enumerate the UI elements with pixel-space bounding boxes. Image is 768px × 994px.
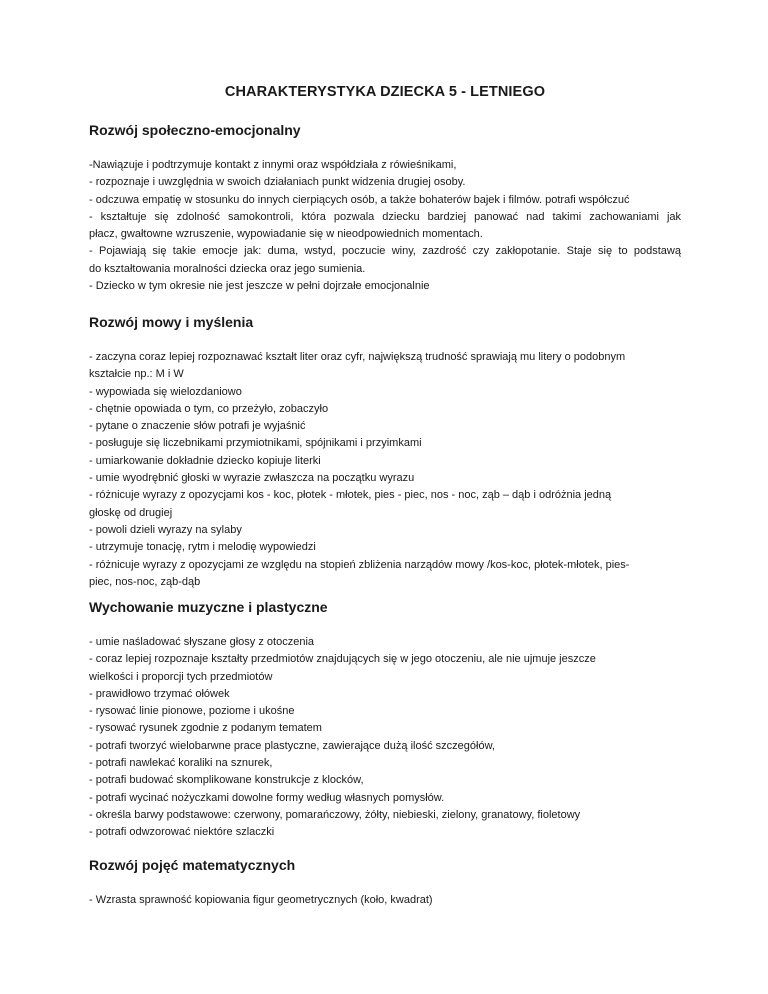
section-heading: Wychowanie muzyczne i plastyczne	[89, 599, 328, 615]
section-body	[89, 892, 681, 909]
page-title: CHARAKTERYSTYKA DZIECKA 5 - LETNIEGO	[224, 84, 546, 100]
section-speech-thinking	[89, 313, 681, 588]
text-line: - potrafi nawlekać koraliki na sznurek,	[89, 757, 273, 770]
text-line: - utrzymuje tonację, rytm i melodię wypowiedzi	[89, 541, 316, 554]
text-line: -Nawiązuje i podtrzymuje kontakt z innymi oraz współdziała z rówieśnikami,	[89, 159, 457, 171]
text-line: - potrafi odwzorować niektóre szlaczki	[89, 826, 275, 839]
text-line: - posługuje się liczebnikami przymiotnikami, spójnikami i przyimkami	[89, 437, 422, 450]
text-line: głoskę od drugiej	[89, 506, 173, 519]
text-line: płacz, gwałtowne wzruszenie, wypowiadanie się w nieodpowiednich momentach.	[89, 228, 483, 241]
text-line: - różnicuje wyrazy z opozycjami kos - koc, płotek - młotek, pies - piec, nos - noc, ząb – dąb i odróżnia jedną	[89, 489, 612, 502]
section-body	[89, 634, 681, 842]
text-line: do kształtowania moralności dziecka oraz jego sumienia.	[89, 262, 366, 275]
section-social-emotional	[89, 121, 681, 293]
text-line: - zaczyna coraz lepiej rozpoznawać kształt liter oraz cyfr, największą trudność sprawiają mu litery o podobnym	[89, 351, 626, 363]
text-line: - odczuwa empatię w stosunku do innych cierpiących osób, a także bohaterów bajek i filmów. potrafi współczuć	[89, 193, 630, 206]
section-heading: Rozwój mowy i myślenia	[89, 314, 254, 330]
text-line: - potrafi tworzyć wielobarwne prace plastyczne, zawierające dużą ilość szczegółów,	[89, 739, 495, 752]
text-line: - Wzrasta sprawność kopiowania figur geometrycznych (koło, kwadrat)	[89, 894, 433, 906]
text-line: - rysować rysunek zgodnie z podanym tematem	[89, 722, 322, 735]
text-line: - określa barwy podstawowe: czerwony, pomarańczowy, żółty, niebieski, zielony, granatowy, fioletowy	[89, 808, 581, 821]
text-line: - różnicuje wyrazy z opozycjami ze względu na stopień zbliżenia narządów mowy /kos-koc, płotek-młotek, pies-	[89, 558, 630, 571]
section-math	[89, 856, 681, 906]
text-line: - umie naśladować słyszane głosy z otoczenia	[89, 636, 315, 648]
section-heading: Rozwój pojęć matematycznych	[89, 857, 296, 873]
text-line: - Dziecko w tym okresie nie jest jeszcze w pełni dojrzałe emocjonalnie	[89, 280, 430, 293]
text-line: - prawidłowo trzymać ołówek	[89, 687, 230, 700]
text-line: - pytane o znaczenie słów potrafi je wyjaśnić	[89, 420, 306, 433]
text-line: - coraz lepiej rozpoznaje kształty przedmiotów znajdujących się w jego otoczeniu, ale nie ujmuje jeszcze	[89, 653, 596, 666]
section-body	[89, 157, 681, 295]
text-line: wielkości i proporcji tych przedmiotów	[89, 670, 273, 683]
section-music-art	[89, 598, 681, 839]
text-line: - wypowiada się wielozdaniowo	[89, 385, 242, 398]
text-line: - chętnie opowiada o tym, co przeżyło, zobaczyło	[89, 402, 329, 415]
text-line: - Pojawiają się takie emocje jak: duma, wstyd, poczucie winy, zazdrość czy zakłopotanie. Staje się to podstawą	[89, 245, 681, 258]
text-line: - umiarkowanie dokładnie dziecko kopiuje literki	[89, 454, 321, 467]
text-line: - potrafi wycinać nożyczkami dowolne formy według własnych pomysłów.	[89, 791, 445, 804]
text-line: piec, nos-noc, ząb-dąb	[89, 575, 201, 588]
text-line: - potrafi budować skomplikowane konstrukcje z klocków,	[89, 774, 364, 787]
section-body	[89, 349, 681, 591]
text-line: - umie wyodrębnić głoski w wyrazie zwłaszcza na początku wyrazu	[89, 472, 415, 485]
section-heading: Rozwój społeczno-emocjonalny	[89, 122, 301, 138]
text-line: kształcie np.: M i W	[89, 368, 184, 381]
text-line: - rozpoznaje i uwzględnia w swoich działaniach punkt widzenia drugiej osoby.	[89, 176, 466, 189]
text-line: - rysować linie pionowe, poziome i ukośne	[89, 705, 295, 718]
text-line: - kształtuje się zdolność samokontroli, która pozwala dziecku bardziej panować nad takimi zachowaniami jak	[89, 210, 681, 223]
text-line: - powoli dzieli wyrazy na sylaby	[89, 523, 242, 536]
